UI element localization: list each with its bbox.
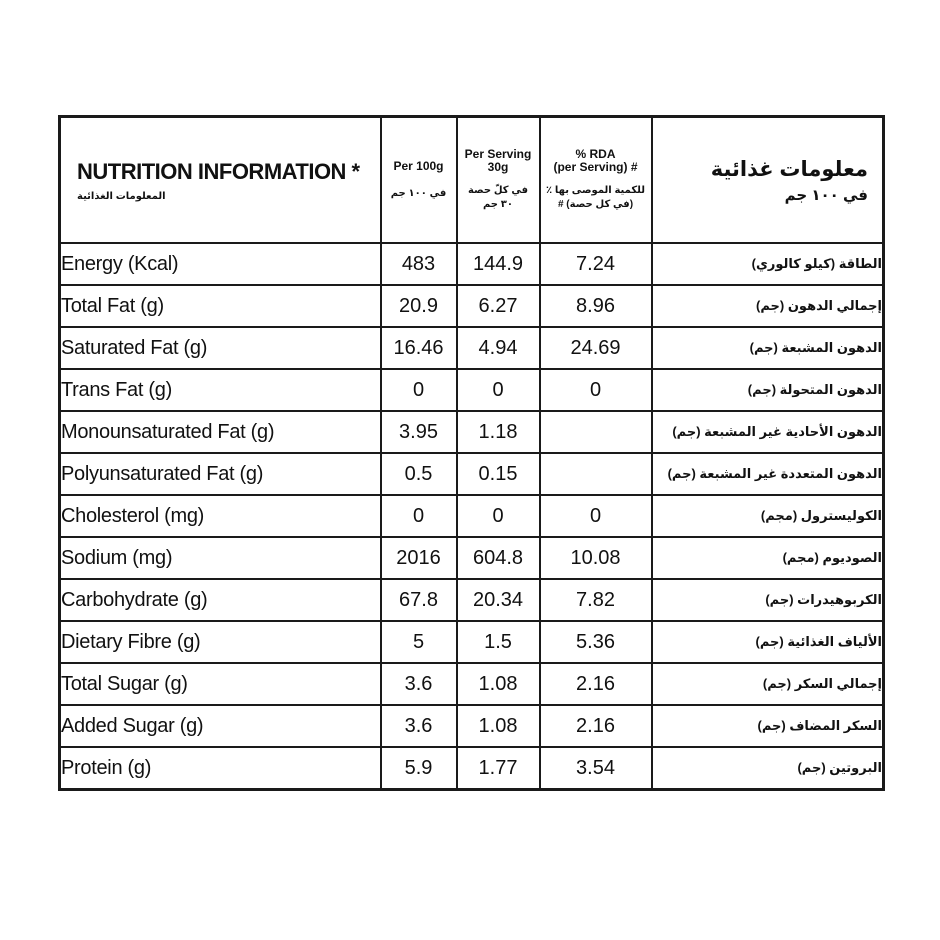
rda-value: 8.96 [540,285,652,327]
rda-en-1: % RDA [575,147,616,161]
nutrient-name-en: Cholesterol (mg) [60,495,381,537]
per100-value: 2016 [381,537,457,579]
rda-value [540,411,652,453]
table-row [60,285,884,327]
perserving-ar-1: في كلّ حصة [467,185,529,196]
rda-value: 7.24 [540,243,652,285]
nutrient-name-ar: إجمالي الدهون (جم) [652,285,884,327]
per-serving-value: 6.27 [457,285,540,327]
nutrient-name-en: Dietary Fibre (g) [60,621,381,663]
nutrient-name-ar: السكر المضاف (جم) [652,705,884,747]
nutrient-name-ar: إجمالي السكر (جم) [652,663,884,705]
table-row [60,579,884,621]
per-serving-value: 144.9 [457,243,540,285]
rda-value: 7.82 [540,579,652,621]
nutrient-name-en: Saturated Fat (g) [60,327,381,369]
rda-value: 3.54 [540,747,652,790]
per-serving-value: 604.8 [457,537,540,579]
nutrition-table [58,115,885,791]
nutrient-name-ar: الكربوهيدرات (جم) [652,579,884,621]
nutrient-name-ar: البروتين (جم) [652,747,884,790]
table-row [60,621,884,663]
nutrient-name-ar: الصوديوم (مجم) [652,537,884,579]
nutrient-name-ar: الألياف الغذائية (جم) [652,621,884,663]
per100-value: 5.9 [381,747,457,790]
rda-value: 2.16 [540,705,652,747]
perserving-en-2: 30g [487,160,509,174]
per-serving-value: 4.94 [457,327,540,369]
nutrient-name-en: Carbohydrate (g) [60,579,381,621]
per100-value: 0 [381,495,457,537]
perserving-en-1: Per Serving [464,147,532,161]
nutrient-name-ar: الدهون المتحولة (جم) [652,369,884,411]
rda-value: 5.36 [540,621,652,663]
rda-ar-2: (في كل حصة) # [557,199,634,210]
nutrient-name-ar: الدهون المتعددة غير المشبعة (جم) [652,453,884,495]
per100-value: 483 [381,243,457,285]
nutrient-name-en: Added Sugar (g) [60,705,381,747]
per-serving-value: 1.77 [457,747,540,790]
rda-en-2: (per Serving) # [553,160,638,174]
perserving-ar-2: ٣٠ جم [482,199,514,210]
header-per-serving [457,117,540,244]
table-row [60,453,884,495]
table-row [60,537,884,579]
nutrient-name-en: Sodium (mg) [60,537,381,579]
table-row [60,243,884,285]
rda-value: 10.08 [540,537,652,579]
per-serving-value: 0 [457,495,540,537]
subtitle-ar: في ١٠٠ جم [784,186,868,204]
per100-value: 16.46 [381,327,457,369]
title-ar-small: المعلومات الغذائية [77,190,166,202]
per100-value: 3.95 [381,411,457,453]
per100-ar: في ١٠٠ جم [390,187,447,199]
header-rda [540,117,652,244]
rda-value: 24.69 [540,327,652,369]
header-row [60,117,884,244]
nutrient-name-en: Total Fat (g) [60,285,381,327]
table-row [60,495,884,537]
nutrient-name-en: Total Sugar (g) [60,663,381,705]
nutrient-name-en: Energy (Kcal) [60,243,381,285]
table-row [60,411,884,453]
nutrient-name-en: Protein (g) [60,747,381,790]
per-serving-value: 0.15 [457,453,540,495]
rda-value: 0 [540,495,652,537]
per100-value: 0.5 [381,453,457,495]
nutrient-name-en: Trans Fat (g) [60,369,381,411]
nutrient-name-ar: الدهون المشبعة (جم) [652,327,884,369]
table-row [60,369,884,411]
rda-value: 0 [540,369,652,411]
nutrient-name-ar: الكوليسترول (مجم) [652,495,884,537]
nutrient-name-ar: الطاقة (كيلو كالوري) [652,243,884,285]
per-serving-value: 20.34 [457,579,540,621]
header-title-cell [60,117,381,244]
per-serving-value: 0 [457,369,540,411]
per-serving-value: 1.08 [457,705,540,747]
per100-value: 5 [381,621,457,663]
title-ar: معلومات غذائية [710,157,868,181]
table-row [60,327,884,369]
rda-value: 2.16 [540,663,652,705]
per-serving-value: 1.08 [457,663,540,705]
nutrient-name-en: Monounsaturated Fat (g) [60,411,381,453]
header-ar-cell [652,117,884,244]
header-per100 [381,117,457,244]
per-serving-value: 1.18 [457,411,540,453]
per100-en: Per 100g [393,158,444,173]
per100-value: 3.6 [381,705,457,747]
per100-value: 3.6 [381,663,457,705]
table-row [60,747,884,790]
per100-value: 0 [381,369,457,411]
nutrient-name-ar: الدهون الأحادية غير المشبعة (جم) [652,411,884,453]
title-en: NUTRITION INFORMATION * [77,158,360,184]
table-row [60,663,884,705]
per100-value: 20.9 [381,285,457,327]
table-row [60,705,884,747]
per-serving-value: 1.5 [457,621,540,663]
rda-ar-1: للكمية الموصى بها ٪ [546,185,645,196]
rda-value [540,453,652,495]
nutrient-name-en: Polyunsaturated Fat (g) [60,453,381,495]
per100-value: 67.8 [381,579,457,621]
